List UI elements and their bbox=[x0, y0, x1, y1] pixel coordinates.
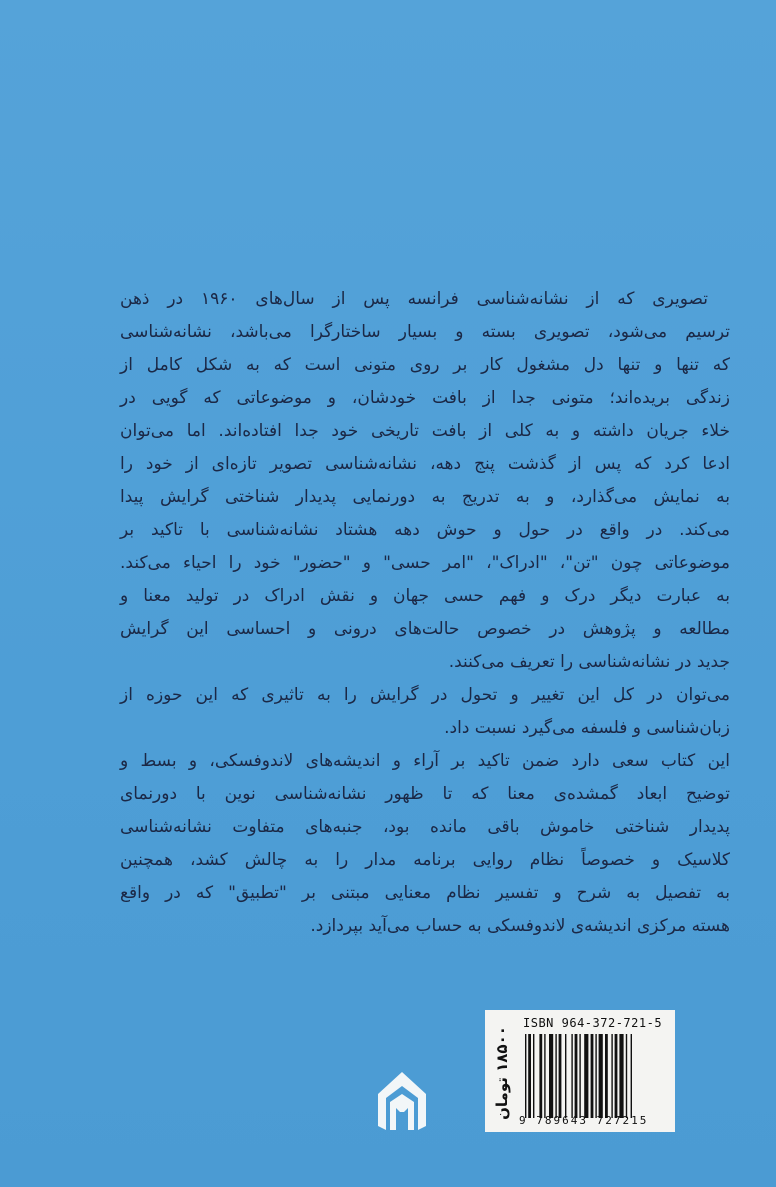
barcode-bar bbox=[595, 1034, 596, 1118]
barcode-bar bbox=[549, 1034, 553, 1118]
barcode-bar bbox=[611, 1034, 612, 1118]
barcode-bar bbox=[539, 1034, 542, 1118]
barcode-bar bbox=[626, 1034, 627, 1118]
blurb-line: به تفصیل به شرح و تفسیر نظام معنایی مبتنی بر "تطبیق" که در واقع bbox=[120, 883, 730, 903]
blurb-line: ادعا کرد که پس از گذشت پنج دهه، نشانه‌شناسی تصویر تازه‌ای از خود را bbox=[120, 454, 730, 474]
barcode-bar bbox=[575, 1034, 578, 1118]
barcode-label bbox=[485, 1010, 675, 1132]
barcode-bar bbox=[559, 1034, 562, 1118]
barcode-bar bbox=[591, 1034, 594, 1118]
barcode-bar bbox=[605, 1034, 608, 1118]
blurb-line: موضوعاتی چون "تن"، "ادراک"، "امر حسی" و "حضور" خود را احیاء می‌کند. bbox=[120, 553, 730, 573]
barcode-bar bbox=[565, 1034, 566, 1118]
barcode-bar bbox=[544, 1034, 545, 1118]
blurb-line: تصویری که از نشانه‌شناسی فرانسه پس از سال‌های ۱۹۶۰ در ذهن bbox=[120, 289, 708, 309]
barcode-bar bbox=[555, 1034, 556, 1118]
blurb-line: می‌توان در کل این تغییر و تحول در گرایش را به تاثیری که این حوزه از bbox=[120, 685, 730, 705]
blurb-line: این کتاب سعی دارد ضمن تاکید بر آراء و اندیشه‌های لاندوفسکی، و بسط و bbox=[120, 751, 730, 771]
blurb-line: می‌کند. در واقع در حول و حوش دهه هشتاد نشانه‌شناسی با تاکید بر bbox=[120, 520, 730, 540]
blurb-line: به نمایش می‌گذارد، و به تدریج به دورنمایی پدیدار شناختی گرایش پیدا bbox=[120, 487, 730, 507]
blurb-line: توضیح ابعاد گمشده‌ی معنا که تا ظهور نشانه‌شناسی نوین با دورنمای bbox=[120, 784, 730, 804]
publisher-logo-icon bbox=[372, 1068, 432, 1134]
blurb-line: ترسیم می‌شود، تصویری بسته و بسیار ساختارگرا می‌باشد، نشانه‌شناسی bbox=[120, 322, 730, 342]
blurb-line: که تنها و تنها دل مشغول کار بر روی متونی است که به شکل کامل از bbox=[120, 355, 730, 375]
isbn-text: ISBN 964-372-721-5 bbox=[523, 1016, 663, 1030]
blurb-line: جدید در نشانه‌شناسی را تعریف می‌کنند. bbox=[448, 652, 730, 672]
blurb-line: زندگی بریده‌اند؛ متونی جدا از بافت خودشان، و موضوعاتی که گویی در bbox=[120, 388, 730, 408]
price-text: ۱۸۵۰۰ تومان bbox=[493, 1026, 511, 1120]
barcode-bar bbox=[525, 1034, 526, 1118]
barcode-bar bbox=[528, 1034, 531, 1118]
blurb-line: به عبارت دیگر درک و فهم حسی جهان و نقش ادراک در تولید معنا و bbox=[120, 586, 730, 606]
blurb-line: مطالعه و پژوهش در خصوص حالت‌های درونی و احساسی این گرایش bbox=[120, 619, 730, 639]
barcode-bar bbox=[571, 1034, 572, 1118]
blurb-line: هسته مرکزی اندیشه‌ی لاندوفسکی به حساب می‌آید بپردازد. bbox=[310, 916, 730, 936]
barcode-bar bbox=[599, 1034, 603, 1118]
barcode-bar bbox=[584, 1034, 588, 1118]
barcode-bar bbox=[615, 1034, 618, 1118]
blurb-line: زبان‌شناسی و فلسفه می‌گیرد نسبت داد. bbox=[444, 718, 730, 738]
blurb-text bbox=[120, 283, 730, 943]
barcode-bars bbox=[525, 1034, 668, 1118]
blurb-line: کلاسیک و خصوصاً نظام روایی برنامه مدار را به چالش کشد، همچنین bbox=[120, 850, 730, 870]
barcode-bar bbox=[619, 1034, 623, 1118]
ean-number: 9 789643 727215 bbox=[519, 1114, 649, 1127]
barcode-bar bbox=[579, 1034, 580, 1118]
barcode-bar bbox=[631, 1034, 632, 1118]
barcode-bar bbox=[533, 1034, 534, 1118]
price-label bbox=[487, 1018, 517, 1128]
blurb-line: خلاء جریان داشته و به کلی از بافت تاریخی خود جدا افتاده‌اند. اما می‌توان bbox=[120, 421, 730, 441]
blurb-line: پدیدار شناختی خاموش باقی مانده بود، جنبه‌های متفاوت نشانه‌شناسی bbox=[120, 817, 730, 837]
